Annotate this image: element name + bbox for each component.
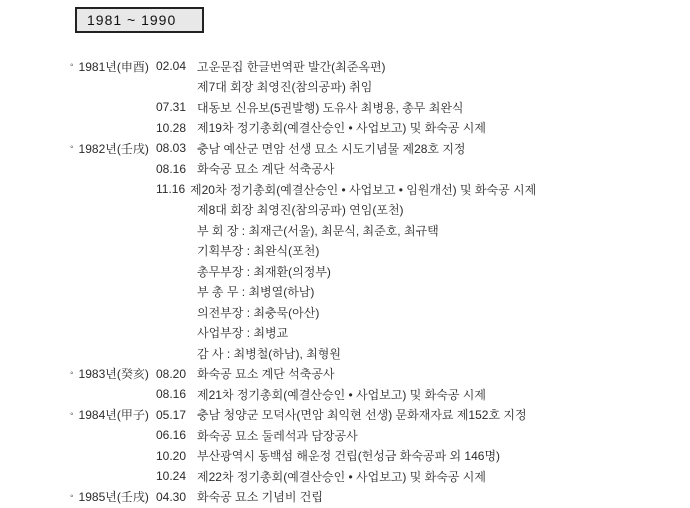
entry-date: 05.17 [156,407,187,422]
timeline-row [0,384,690,405]
entry-marker [70,140,156,157]
entry-text: 화숙공 묘소 둘레석과 담장공사 [197,428,358,443]
entry-date: 08.20 [156,366,187,381]
bullet-icon: ◦ [70,408,74,420]
entry-year: 1982년(壬戌) [78,141,149,156]
entry-marker [70,58,156,75]
entry-text: 제19차 정기총회(예결산승인 • 사업보고) 및 화숙공 시제 [197,121,486,136]
bullet-icon: ◦ [70,490,74,502]
entry-text: 충남 청양군 모덕사(면암 최익현 선생) 문화재자료 제152호 지정 [197,408,527,423]
bullet-icon: ◦ [70,142,74,154]
entry-date: 08.16 [156,387,187,402]
entry-date: 07.31 [156,100,187,115]
entry-marker [70,365,156,382]
entry-text: 총무부장 : 최재환(의정부) [197,264,331,279]
timeline-row [0,466,690,487]
timeline-list [0,56,690,507]
entry-text: 화숙공 묘소 기념비 건립 [197,490,323,505]
entry-text: 제20차 정기총회(예결산승인 • 사업보고 • 임원개선) 및 화숙공 시제 [190,182,537,197]
entry-date: 10.20 [156,448,187,463]
entry-text: 부 총 무 : 최병열(하남) [197,285,315,300]
entry-text: 화숙공 묘소 계단 석축공사 [197,367,335,382]
entry-text: 사업부장 : 최병교 [197,326,289,341]
timeline-row [0,446,690,467]
entry-text: 충남 예산군 면암 선생 묘소 시도기념물 제28호 지정 [197,141,466,156]
entry-date: 06.16 [156,428,187,443]
timeline-row [0,343,690,364]
period-header-box [75,7,204,33]
period-header-label: 1981 ~ 1990 [87,12,177,28]
entry-year: 1983년(癸亥) [78,367,149,382]
timeline-row [0,159,690,180]
entry-date: 10.28 [156,120,187,135]
entry-text: 기획부장 : 최완식(포천) [197,244,320,259]
timeline-row [0,138,690,159]
entry-text: 제21차 정기총회(예결산승인 • 사업보고) 및 화숙공 시제 [197,387,486,402]
timeline-row [0,118,690,139]
timeline-row [0,97,690,118]
entry-marker [70,488,156,505]
timeline-row [0,282,690,303]
timeline-row [0,302,690,323]
entry-text: 부산광역시 동백섬 해운정 건립(헌성금 화숙공파 외 146명) [197,449,501,464]
entry-year: 1985년(壬戌) [78,490,149,505]
entry-text: 부 회 장 : 최재근(서울), 최문식, 최준호, 최규택 [197,223,439,238]
entry-text: 고운문집 한글번역판 발간(최준옥편) [197,59,386,74]
entry-year: 1981년(申酉) [78,59,149,74]
entry-date: 02.04 [156,59,187,74]
timeline-row [0,261,690,282]
entry-text: 제7대 회장 최영진(참의공파) 취임 [197,80,373,95]
timeline-row [0,200,690,221]
timeline-row [0,487,690,508]
timeline-row [0,77,690,98]
timeline-row [0,323,690,344]
timeline-row [0,220,690,241]
timeline-row [0,405,690,426]
entry-date: 10.24 [156,469,187,484]
entry-date: 04.30 [156,489,187,504]
entry-date: 08.16 [156,161,187,176]
entry-text: 제22차 정기총회(예결산승인 • 사업보고) 및 화숙공 시제 [197,469,486,484]
entry-marker [70,406,156,423]
entry-text: 화숙공 묘소 계단 석축공사 [197,162,335,177]
timeline-row [0,425,690,446]
entry-text: 제8대 회장 최영진(참의공파) 연임(포천) [197,203,404,218]
entry-text: 감 사 : 최병철(하남), 최형원 [197,346,341,361]
entry-date: 11.16 [156,182,186,197]
entry-date: 08.03 [156,141,187,156]
bullet-icon: ◦ [70,60,74,72]
entry-text: 의전부장 : 최충묵(아산) [197,305,320,320]
entry-text: 대동보 신유보(5권발행) 도유사 최병용, 총무 최완식 [197,100,464,115]
timeline-row [0,364,690,385]
timeline-row [0,179,690,200]
bullet-icon: ◦ [70,367,74,379]
timeline-row [0,241,690,262]
timeline-row [0,56,690,77]
entry-year: 1984년(甲子) [78,408,149,423]
